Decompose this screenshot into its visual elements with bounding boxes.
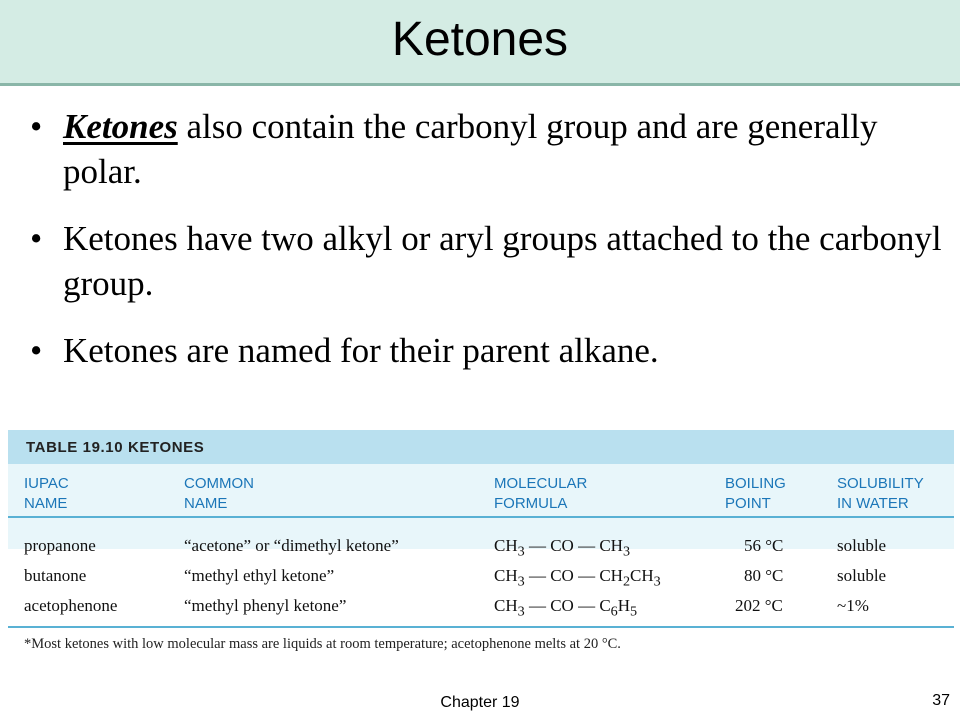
ketones-table <box>8 430 954 660</box>
bullet-text: Ketones are named for their parent alkane. <box>63 331 659 370</box>
col-header-boiling: BOILING POINT <box>725 475 786 512</box>
cell-iupac: butanone <box>24 566 87 585</box>
cell-formula: $CH_3$ — CO — $CH_3$ <box>494 536 631 560</box>
bullet-text: also contain the carbonyl group and are generally polar. <box>63 107 878 191</box>
cell-solubility: soluble <box>837 536 887 555</box>
col-header-common: COMMON NAME <box>184 475 254 512</box>
bullet-list <box>30 104 945 395</box>
bullet-item <box>30 216 945 306</box>
page-number: 37 <box>932 692 950 709</box>
cell-boiling: 56 °C <box>744 536 784 555</box>
bullet-item <box>30 328 945 373</box>
cell-solubility: ~1% <box>837 596 869 615</box>
cell-solubility: soluble <box>837 566 887 585</box>
col-header-iupac: IUPAC NAME <box>24 475 69 512</box>
table-caption: TABLE 19.10 KETONES <box>26 439 205 456</box>
bullet-dot-icon: • <box>30 219 43 258</box>
slide-title: Ketones <box>391 13 569 66</box>
column-header-band <box>8 464 954 549</box>
bullet-dot-icon: • <box>30 107 43 146</box>
cell-iupac: propanone <box>24 536 96 555</box>
footer-rule <box>8 626 954 628</box>
bullet-dot-icon: • <box>30 331 43 370</box>
col-header-solubility: SOLUBILITY IN WATER <box>837 475 924 512</box>
title-bar <box>0 0 960 86</box>
bullet-item <box>30 104 945 194</box>
keyword-ketones: Ketones <box>63 107 178 146</box>
header-rule <box>8 516 954 518</box>
cell-iupac: acetophenone <box>24 596 118 615</box>
table-footnote: *Most ketones with low molecular mass are liquids at room temperature; acetophenone melts at 20 °C. <box>24 636 621 652</box>
cell-boiling: 202 °C <box>735 596 783 615</box>
col-header-formula: MOLECULAR FORMULA <box>494 475 588 512</box>
table-caption-bar <box>8 430 954 464</box>
footer-chapter: Chapter 19 <box>440 694 520 711</box>
bullet-text: Ketones have two alkyl or aryl groups attached to the carbonyl group. <box>63 219 942 303</box>
cell-formula: $CH_3$ — CO — $C_6H_5$ <box>494 596 638 620</box>
cell-common: “methyl ethyl ketone” <box>184 566 335 585</box>
cell-boiling: 80 °C <box>744 566 784 585</box>
cell-common: “acetone” or “dimethyl ketone” <box>184 536 399 555</box>
cell-common: “methyl phenyl ketone” <box>184 596 347 615</box>
cell-formula: $CH_3$ — CO — $CH_2CH_3$ <box>494 566 661 590</box>
